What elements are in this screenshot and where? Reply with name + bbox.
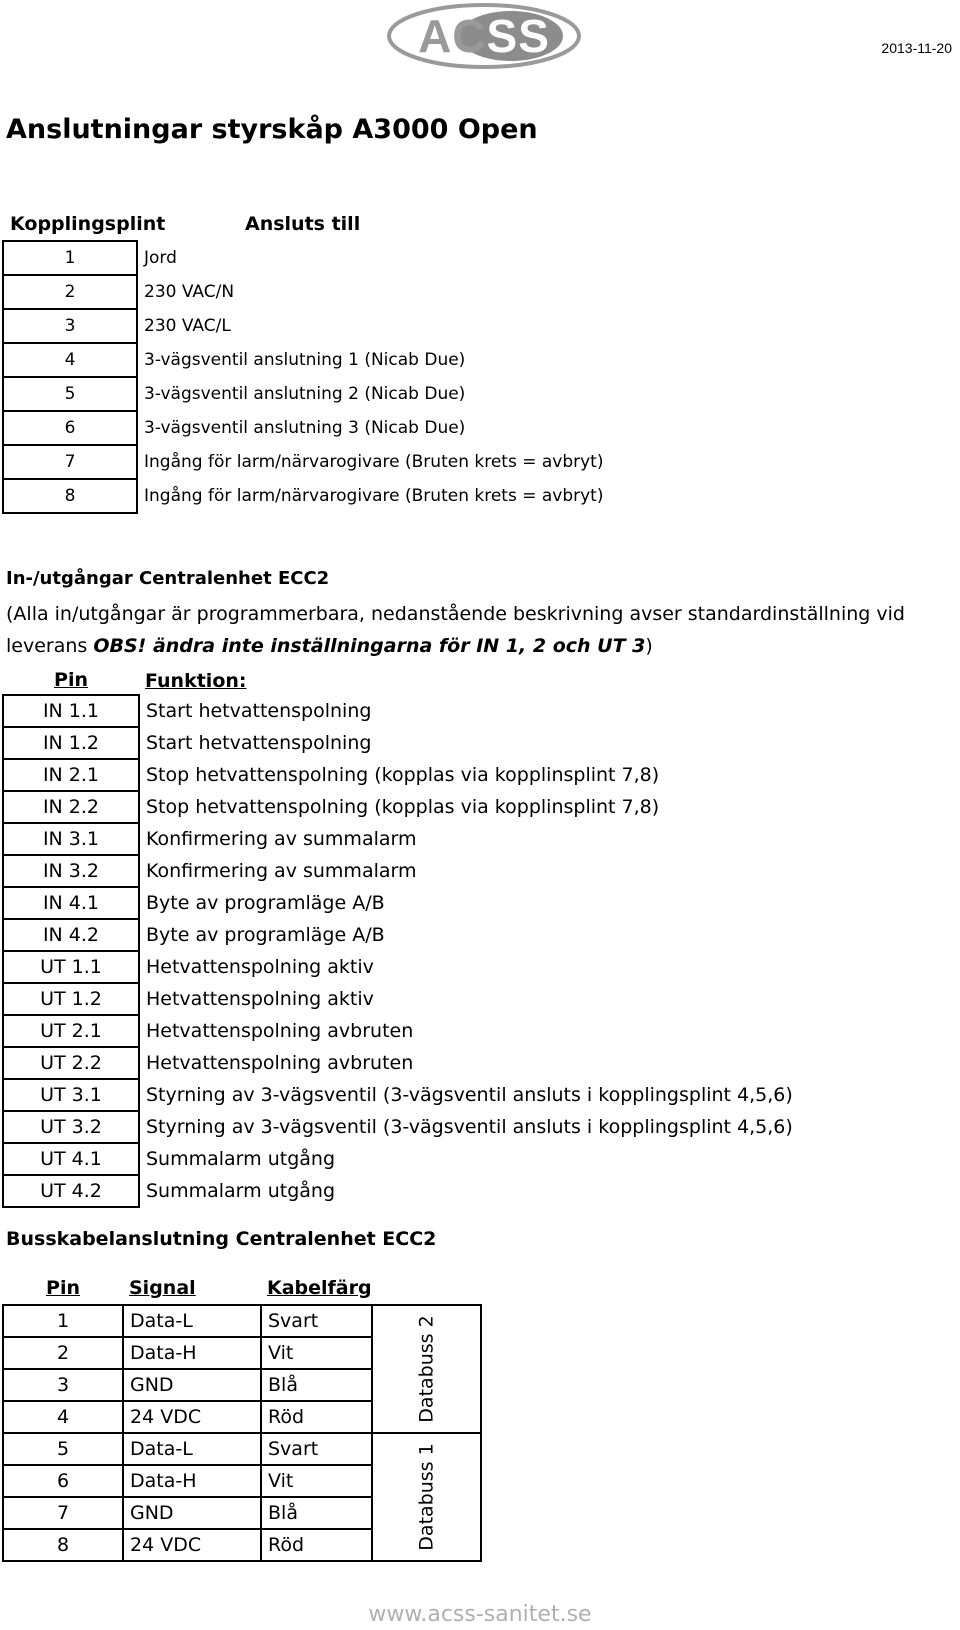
table-row: [3, 951, 794, 983]
svg-text:ACSS: ACSS: [418, 10, 550, 62]
bus-signal: GND: [123, 1497, 261, 1529]
bus-pin: 3: [3, 1369, 123, 1401]
bus-signal: 24 VDC: [123, 1529, 261, 1561]
io-pin: IN 2.1: [3, 759, 139, 791]
plint-number: 5: [3, 377, 137, 411]
footer-url: www.acss-sanitet.se: [368, 1602, 592, 1627]
databus-1-label: Databuss 1: [415, 1443, 438, 1551]
table-row: [3, 759, 794, 791]
bus-signal: Data-H: [123, 1465, 261, 1497]
io-function: Styrning av 3-vägsventil (3-vägsventil ansluts i kopplingsplint 4,5,6): [146, 1084, 793, 1106]
page-title: Anslutningar styrskåp A3000 Open: [6, 114, 538, 145]
databus-1-label-cell: [372, 1433, 481, 1561]
plint-number: 7: [3, 445, 137, 479]
plint-connection: Ingång för larm/närvarogivare (Bruten krets = avbryt): [144, 452, 604, 472]
io-pin: IN 3.1: [3, 823, 139, 855]
bus-signal: Data-L: [123, 1305, 261, 1337]
plint-number: 8: [3, 479, 137, 513]
io-pin: UT 1.2: [3, 983, 139, 1015]
table-row: [3, 727, 794, 759]
bus-col-color: Kabelfärg: [267, 1277, 372, 1299]
bus-col-signal: Signal: [129, 1277, 196, 1299]
bus-cable-color: Vit: [261, 1465, 372, 1497]
bus-cable-color: Vit: [261, 1337, 372, 1369]
table-row: [3, 887, 794, 919]
io-pin: IN 1.1: [3, 695, 139, 727]
table-row: [3, 445, 604, 479]
table-row: [3, 791, 794, 823]
io-function: Stop hetvattenspolning (kopplas via kopplinsplint 7,8): [146, 764, 660, 786]
io-table: [2, 666, 795, 1208]
document-date: 2013-11-20: [881, 40, 952, 56]
bus-pin: 6: [3, 1465, 123, 1497]
bus-cable-color: Svart: [261, 1305, 372, 1337]
bus-col-pin: Pin: [46, 1277, 80, 1299]
table-row: [3, 377, 604, 411]
table-row: [3, 241, 604, 275]
io-pin: UT 2.1: [3, 1015, 139, 1047]
io-function: Styrning av 3-vägsventil (3-vägsventil ansluts i kopplingsplint 4,5,6): [146, 1116, 793, 1138]
table-row: [3, 919, 794, 951]
table-row: [3, 343, 604, 377]
table-row: [3, 411, 604, 445]
bus-cable-color: Röd: [261, 1529, 372, 1561]
plint-number: 6: [3, 411, 137, 445]
bus-cable-color: Svart: [261, 1433, 372, 1465]
table-row: [3, 983, 794, 1015]
table-row: [3, 695, 794, 727]
io-function: Hetvattenspolning avbruten: [146, 1052, 414, 1074]
io-function: Stop hetvattenspolning (kopplas via kopplinsplint 7,8): [146, 796, 660, 818]
bus-signal: Data-H: [123, 1337, 261, 1369]
plint-connection: 3-vägsventil anslutning 3 (Nicab Due): [144, 418, 466, 438]
io-pin: UT 4.1: [3, 1143, 139, 1175]
io-function: Hetvattenspolning aktiv: [146, 988, 374, 1010]
io-pin: UT 1.1: [3, 951, 139, 983]
io-note-warning: OBS! ändra inte inställningarna för IN 1, 2 och UT 3: [93, 635, 646, 657]
plint-number: 1: [3, 241, 137, 275]
plint-number: 4: [3, 343, 137, 377]
bus-pin: 4: [3, 1401, 123, 1433]
io-pin: UT 3.1: [3, 1079, 139, 1111]
table-row: [3, 1143, 794, 1175]
io-function: Byte av programläge A/B: [146, 892, 385, 914]
io-col-pin: Pin: [54, 669, 88, 691]
col-header-ansluts-till: Ansluts till: [245, 213, 361, 235]
bus-pin: 1: [3, 1305, 123, 1337]
table-row: [3, 823, 794, 855]
io-pin: IN 1.2: [3, 727, 139, 759]
io-function: Konfirmering av summalarm: [146, 860, 417, 882]
plint-number: 2: [3, 275, 137, 309]
io-note-close: ): [645, 635, 653, 657]
bus-table: [2, 1272, 482, 1562]
table-row: [3, 1047, 794, 1079]
table-row: [3, 1111, 794, 1143]
plint-connection: 3-vägsventil anslutning 1 (Nicab Due): [144, 350, 466, 370]
io-function: Start hetvattenspolning: [146, 732, 372, 754]
table-row: [3, 1079, 794, 1111]
io-pin: UT 3.2: [3, 1111, 139, 1143]
bus-cable-color: Blå: [261, 1497, 372, 1529]
plint-connection: Jord: [144, 248, 177, 268]
bus-cable-color: Röd: [261, 1401, 372, 1433]
io-pin: UT 2.2: [3, 1047, 139, 1079]
plint-number: 3: [3, 309, 137, 343]
table-row: [3, 309, 604, 343]
io-pin: UT 4.2: [3, 1175, 139, 1207]
bus-pin: 5: [3, 1433, 123, 1465]
io-function: Konfirmering av summalarm: [146, 828, 417, 850]
io-function: Summalarm utgång: [146, 1180, 336, 1202]
io-note-text: (Alla in/utgångar är programmerbara, nedanstående beskrivning avser standardinställning vid leverans: [6, 603, 905, 657]
kopplingsplint-table: [2, 240, 605, 514]
io-function: Hetvattenspolning aktiv: [146, 956, 374, 978]
plint-connection: 230 VAC/L: [144, 316, 231, 336]
io-function: Hetvattenspolning avbruten: [146, 1020, 414, 1042]
table-row: [3, 1015, 794, 1047]
acss-logo: [386, 2, 582, 70]
io-pin: IN 3.2: [3, 855, 139, 887]
io-function: Summalarm utgång: [146, 1148, 336, 1170]
bus-signal: GND: [123, 1369, 261, 1401]
col-header-kopplingsplint: Kopplingsplint: [10, 213, 166, 235]
table-row: [3, 1175, 794, 1207]
table-row: [3, 855, 794, 887]
bus-pin: 2: [3, 1337, 123, 1369]
io-pin: IN 2.2: [3, 791, 139, 823]
databus-2-label: Databuss 2: [415, 1315, 438, 1423]
plint-connection: 3-vägsventil anslutning 2 (Nicab Due): [144, 384, 466, 404]
table-row: [3, 275, 604, 309]
plint-connection: 230 VAC/N: [144, 282, 235, 302]
bus-pin: 7: [3, 1497, 123, 1529]
bus-signal: Data-L: [123, 1433, 261, 1465]
bus-signal: 24 VDC: [123, 1401, 261, 1433]
io-pin: IN 4.2: [3, 919, 139, 951]
bus-pin: 8: [3, 1529, 123, 1561]
io-function: Byte av programläge A/B: [146, 924, 385, 946]
io-note: [6, 598, 926, 662]
bus-cable-color: Blå: [261, 1369, 372, 1401]
table-row: [3, 1305, 481, 1337]
io-col-function: Funktion:: [145, 669, 247, 692]
table-row: [3, 479, 604, 513]
plint-connection: Ingång för larm/närvarogivare (Bruten krets = avbryt): [144, 486, 604, 506]
io-function: Start hetvattenspolning: [146, 700, 372, 722]
io-pin: IN 4.1: [3, 887, 139, 919]
table-row: [3, 1433, 481, 1465]
databus-2-label-cell: [372, 1305, 481, 1433]
section-title-bus: Busskabelanslutning Centralenhet ECC2: [6, 1228, 437, 1250]
section-title-io: In-/utgångar Centralenhet ECC2: [6, 568, 330, 589]
